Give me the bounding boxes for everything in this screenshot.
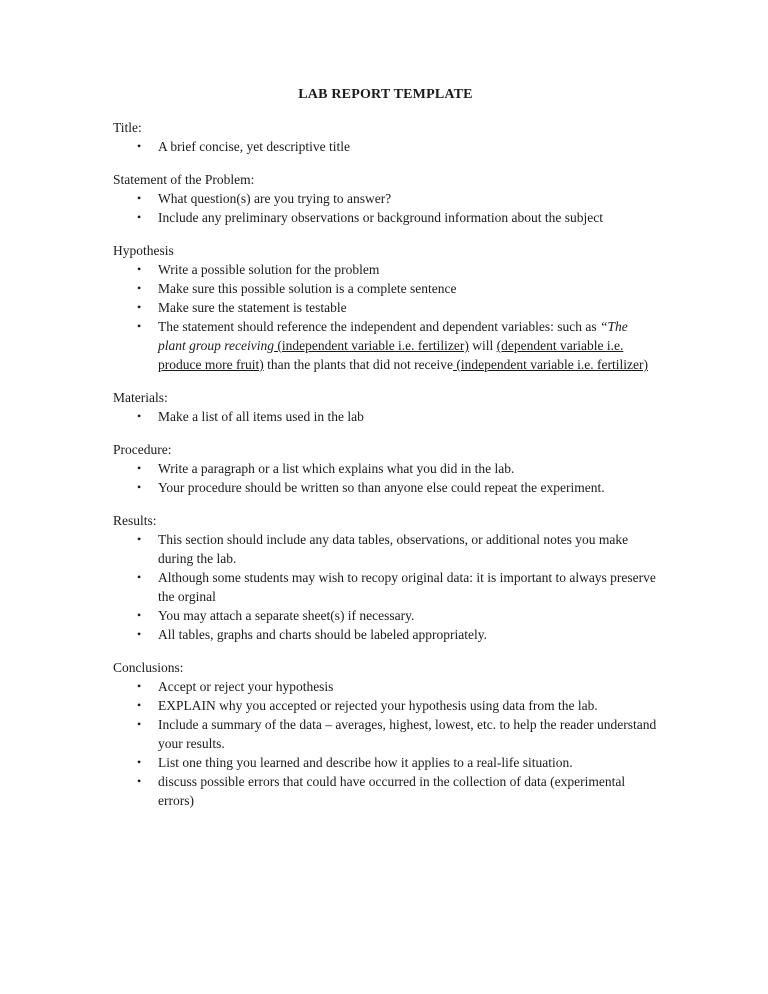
- section-procedure: [113, 440, 658, 497]
- bullet-list: [113, 530, 658, 644]
- list-item: [113, 625, 658, 644]
- bullet-icon: •: [137, 281, 142, 295]
- text-run: Make a list of all items used in the lab: [158, 409, 364, 424]
- list-item: [113, 279, 658, 298]
- page-title: LAB REPORT TEMPLATE: [298, 87, 473, 102]
- text-run: Accept or reject your hypothesis: [158, 679, 334, 694]
- list-item: [113, 407, 658, 426]
- list-item: [113, 753, 658, 772]
- section-heading: Title:: [113, 120, 142, 135]
- bullet-icon: •: [137, 627, 142, 641]
- section-hypothesis: [113, 241, 658, 374]
- bullet-text: [158, 774, 625, 808]
- text-run: EXPLAIN why you accepted or rejected your hypothesis using data from the lab.: [158, 698, 598, 713]
- text-run: Include a summary of the data – averages, highest, lowest, etc. to help the reader understand your results.: [158, 717, 657, 751]
- bullet-icon: •: [137, 139, 142, 153]
- text-run: Write a paragraph or a list which explains what you did in the lab.: [158, 461, 515, 476]
- text-run: A brief concise, yet descriptive title: [158, 139, 350, 154]
- bullet-icon: •: [137, 570, 142, 584]
- list-item: [113, 478, 658, 497]
- bullet-text: [158, 191, 391, 206]
- bullet-text: [158, 570, 656, 604]
- section-heading: Materials:: [113, 390, 168, 405]
- bullet-icon: •: [137, 480, 142, 494]
- list-item: [113, 677, 658, 696]
- text-run: Include any preliminary observations or background information about the subject: [158, 210, 603, 225]
- text-run: This section should include any data tables, observations, or additional notes you make during the lab.: [158, 532, 629, 566]
- text-run: You may attach a separate sheet(s) if necessary.: [158, 608, 415, 623]
- list-item: [113, 317, 658, 374]
- bullet-text: [158, 627, 487, 642]
- list-item: [113, 772, 658, 810]
- list-item: [113, 696, 658, 715]
- text-run: All tables, graphs and charts should be labeled appropriately.: [158, 627, 488, 642]
- list-item: [113, 568, 658, 606]
- bullet-icon: •: [137, 532, 142, 546]
- bullet-list: [113, 137, 658, 156]
- bullet-list: [113, 459, 658, 497]
- text-run: List one thing you learned and describe how it applies to a real-life situation.: [158, 755, 573, 770]
- bullet-list: [113, 260, 658, 374]
- bullet-icon: •: [137, 608, 142, 622]
- list-item: [113, 715, 658, 753]
- bullet-icon: •: [137, 210, 142, 224]
- bullet-text: [158, 698, 598, 713]
- section-results: [113, 511, 658, 644]
- section-heading: Statement of the Problem:: [113, 172, 255, 187]
- list-item: [113, 189, 658, 208]
- bullet-text: [158, 532, 628, 566]
- bullet-text: [158, 717, 656, 751]
- bullet-icon: •: [137, 679, 142, 693]
- list-item: [113, 208, 658, 227]
- bullet-icon: •: [137, 191, 142, 205]
- section-heading: Conclusions:: [113, 660, 184, 675]
- bullet-icon: •: [137, 717, 142, 731]
- bullet-text: [158, 281, 456, 296]
- bullet-icon: •: [137, 409, 142, 423]
- bullet-text: [158, 461, 514, 476]
- bullet-text: [158, 480, 605, 495]
- bullet-text: [158, 319, 648, 372]
- bullet-icon: •: [137, 319, 142, 333]
- section-conclusions: [113, 658, 658, 810]
- text-run: “The plant group receiving: [158, 319, 628, 353]
- list-item: [113, 260, 658, 279]
- text-run: (dependent variable i.e. produce more fruit): [158, 338, 624, 372]
- list-item: [113, 459, 658, 478]
- text-run: than the plants that did not receive: [263, 357, 454, 372]
- text-run: (independent variable i.e. fertilizer): [273, 338, 469, 353]
- bullet-list: [113, 189, 658, 227]
- bullet-icon: •: [137, 774, 142, 788]
- text-run: discuss possible errors that could have occurred in the collection of data (experimental errors): [158, 774, 626, 808]
- bullet-icon: •: [137, 755, 142, 769]
- list-item: [113, 137, 658, 156]
- bullet-text: [158, 679, 333, 694]
- bullet-text: [158, 262, 379, 277]
- text-run: Make sure this possible solution is a complete sentence: [158, 281, 457, 296]
- text-run: will: [468, 338, 497, 353]
- text-run: Your procedure should be written so than anyone else could repeat the experiment.: [158, 480, 605, 495]
- text-run: Make sure the statement is testable: [158, 300, 347, 315]
- bullet-text: [158, 210, 603, 225]
- section-heading: Procedure:: [113, 442, 172, 457]
- list-item: [113, 530, 658, 568]
- bullet-icon: •: [137, 461, 142, 475]
- section-title: [113, 118, 658, 156]
- bullet-text: [158, 755, 573, 770]
- list-item: [113, 606, 658, 625]
- bullet-icon: •: [137, 262, 142, 276]
- section-heading: Results:: [113, 513, 157, 528]
- section-statement-of-the-problem: [113, 170, 658, 227]
- section-materials: [113, 388, 658, 426]
- bullet-icon: •: [137, 698, 142, 712]
- bullet-text: [158, 300, 347, 315]
- sections-container: [113, 118, 658, 810]
- bullet-text: [158, 608, 414, 623]
- text-run: (independent variable i.e. fertilizer): [453, 357, 648, 372]
- bullet-text: [158, 139, 350, 154]
- list-item: [113, 298, 658, 317]
- section-heading: Hypothesis: [113, 243, 174, 258]
- bullet-list: [113, 677, 658, 810]
- text-run: The statement should reference the independent and dependent variables: such as: [158, 319, 600, 334]
- bullet-text: [158, 409, 364, 424]
- text-run: Write a possible solution for the problem: [158, 262, 380, 277]
- bullet-icon: •: [137, 300, 142, 314]
- text-run: Although some students may wish to recopy original data: it is important to always preserve the orginal: [158, 570, 656, 604]
- bullet-list: [113, 407, 658, 426]
- text-run: What question(s) are you trying to answer?: [158, 191, 392, 206]
